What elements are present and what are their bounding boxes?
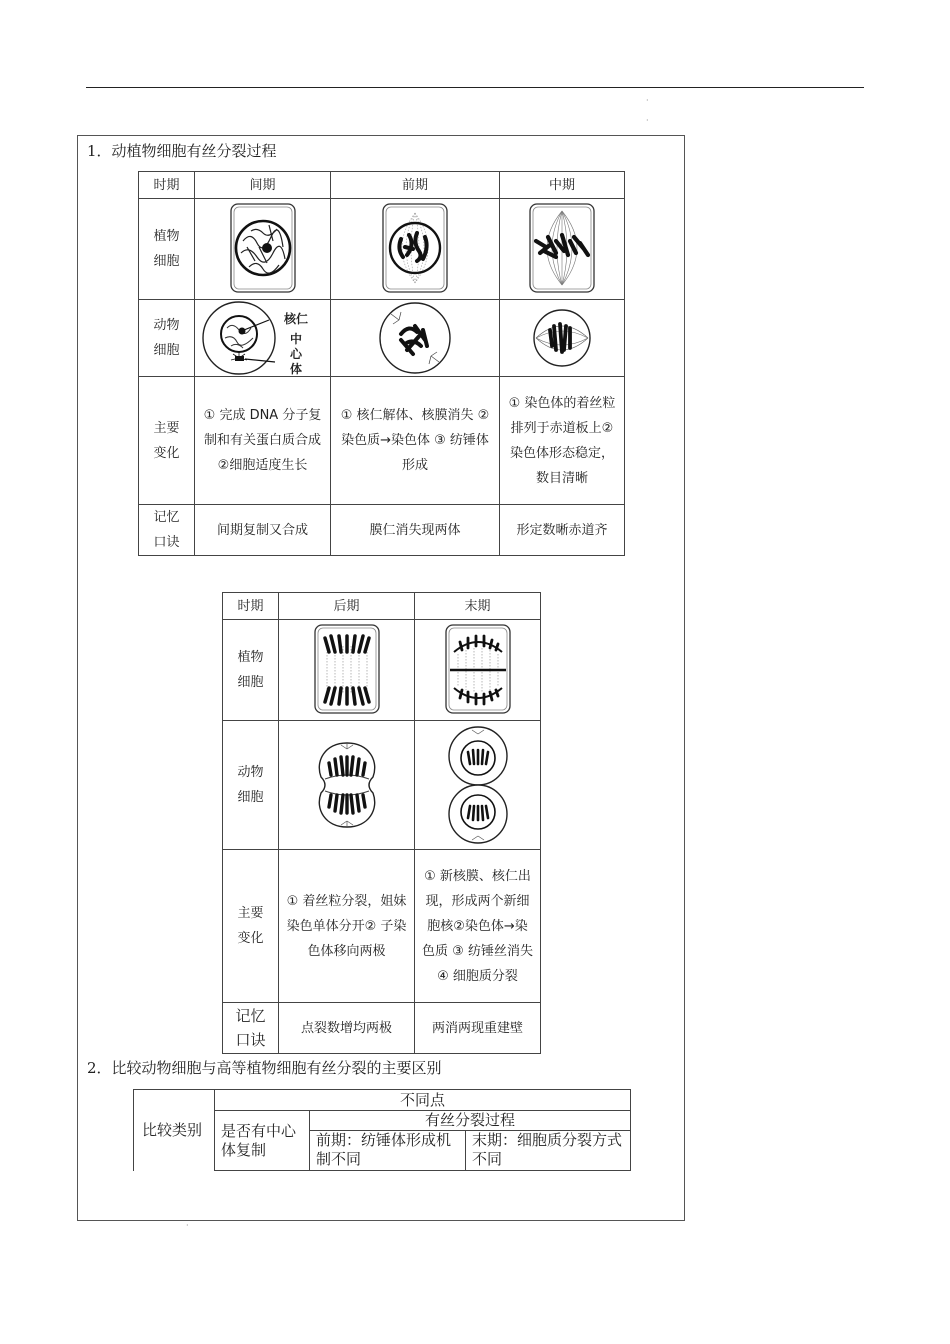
animal-telophase-cell — [415, 721, 541, 850]
row-label-plant: 植物细胞 — [139, 199, 195, 300]
header-anaphase: 后期 — [279, 593, 415, 620]
prophase-mnemonic: 膜仁消失现两体 — [331, 505, 500, 556]
differences-header: 不同点 — [215, 1090, 631, 1111]
animal-anaphase-cell — [279, 721, 415, 850]
anaphase-mnemonic: 点裂数增均两极 — [279, 1003, 415, 1054]
plant-metaphase-illustration — [526, 201, 598, 297]
section1-title: 1．动植物细胞有丝分裂过程 — [87, 142, 277, 160]
anaphase-change: ① 着丝粒分裂，姐妹染色单体分开② 子染色体移向两极 — [279, 850, 415, 1003]
plant-interphase-illustration — [227, 201, 299, 297]
header-telophase: 末期 — [415, 593, 541, 620]
page-mark: · — [646, 116, 649, 125]
row-label-plant: 植物细胞 — [223, 620, 279, 721]
plant-interphase-cell — [195, 199, 331, 300]
prophase-difference-header: 前期：纺锤体形成机制不同 — [310, 1131, 466, 1171]
telophase-mnemonic: 两消两现重建壁 — [415, 1003, 541, 1054]
animal-metaphase-illustration — [524, 300, 600, 376]
section2-title: 2．比较动物细胞与高等植物细胞有丝分裂的主要区别 — [87, 1059, 442, 1077]
header-prophase: 前期 — [331, 172, 500, 199]
plant-anaphase-cell — [279, 620, 415, 721]
animal-prophase-cell — [331, 300, 500, 377]
centriole-header: 是否有中心体复制 — [215, 1111, 310, 1171]
row-label-change: 主要变化 — [139, 377, 195, 505]
interphase-mnemonic: 间期复制又合成 — [195, 505, 331, 556]
header-interphase: 间期 — [195, 172, 331, 199]
animal-anaphase-illustration — [307, 735, 387, 835]
telophase-change: ① 新核膜、核仁出现，形成两个新细胞核②染色体→染色质 ③ 纺锤丝消失 ④ 细胞质分裂 — [415, 850, 541, 1003]
mitosis-table-2 — [222, 592, 541, 1054]
plant-metaphase-cell — [500, 199, 625, 300]
page-mark: · — [186, 1221, 189, 1230]
header-metaphase: 中期 — [500, 172, 625, 199]
row-label-animal: 动物细胞 — [223, 721, 279, 850]
process-header: 有丝分裂过程 — [310, 1111, 631, 1131]
header-rule — [86, 87, 864, 88]
animal-telophase-illustration — [438, 726, 518, 844]
plant-telophase-illustration — [442, 622, 514, 718]
animal-interphase-cell — [195, 300, 331, 377]
comparison-corner: 比较类别 — [134, 1090, 215, 1171]
header-period: 时期 — [139, 172, 195, 199]
telophase-difference-header: 末期：细胞质分裂方式不同 — [466, 1131, 631, 1171]
prophase-change: ① 核仁解体、核膜消失 ②染色质→染色体 ③ 纺锤体形成 — [331, 377, 500, 505]
animal-prophase-illustration — [377, 300, 453, 376]
plant-prophase-illustration — [379, 201, 451, 297]
metaphase-mnemonic: 形定数晰赤道齐 — [500, 505, 625, 556]
nucleolus-label: 核仁 — [283, 312, 308, 326]
row-label-animal: 动物细胞 — [139, 300, 195, 377]
animal-metaphase-cell — [500, 300, 625, 377]
plant-telophase-cell — [415, 620, 541, 721]
row-label-change: 主要变化 — [223, 850, 279, 1003]
plant-anaphase-illustration — [311, 622, 383, 718]
header-period: 时期 — [223, 593, 279, 620]
row-label-mnemonic: 记忆口诀 — [139, 505, 195, 556]
row-label-mnemonic: 记忆口诀 — [223, 1003, 279, 1054]
interphase-change: ① 完成 DNA 分子复制和有关蛋白质合成②细胞适度生长 — [195, 377, 331, 505]
page-mark: · — [646, 96, 649, 105]
metaphase-change: ① 染色体的着丝粒排列于赤道板上②染色体形态稳定，数目清晰 — [500, 377, 625, 505]
plant-prophase-cell — [331, 199, 500, 300]
centrosome-label: 中心体 — [289, 332, 302, 376]
comparison-table — [133, 1089, 631, 1171]
mitosis-table-1 — [138, 171, 625, 556]
